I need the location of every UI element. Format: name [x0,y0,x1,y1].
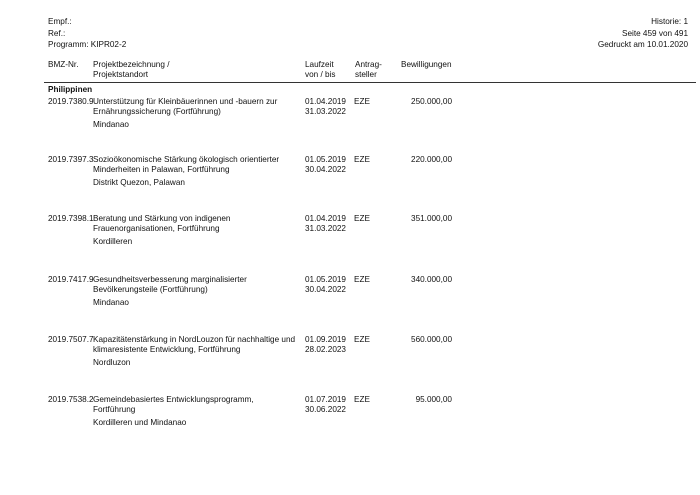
bewilligung-amount: 340.000,00 [411,275,452,284]
laufzeit [305,97,346,118]
bmz-number: 2019.7397.3 [48,155,94,164]
laufzeit-bis: 30.04.2022 [305,165,346,175]
laufzeit-von: 01.04.2019 [305,97,346,106]
laufzeit-von: 01.09.2019 [305,335,346,344]
laufzeit-bis: 31.03.2022 [305,107,346,117]
programm-label: Programm: KIPR02-2 [48,40,127,49]
antragsteller: EZE [354,155,370,164]
bmz-number: 2019.7398.1 [48,214,94,223]
project-title-line: Gesundheitsverbesserung marginalisierter [93,275,247,284]
page-header-right [598,17,688,52]
laufzeit-bis: 30.06.2022 [305,405,346,415]
antragsteller: EZE [354,97,370,106]
project-location: Mindanao [93,120,129,129]
table-row [0,275,700,335]
antragsteller: EZE [354,275,370,284]
bewilligung-amount: 95.000,00 [415,395,452,404]
project-title-line: Bevölkerungsteile (Fortführung) [93,285,208,295]
historie-label: Historie: 1 [651,17,688,26]
bmz-number: 2019.7507.7 [48,335,94,344]
bmz-number: 2019.7538.2 [48,395,94,404]
project-title [93,275,303,296]
col-antrag-line2: steller [355,70,377,79]
page-number: Seite 459 von 491 [621,28,688,38]
project-title-line: Beratung und Stärkung von indigenen [93,214,231,223]
section-country: Philippinen [48,85,93,94]
laufzeit-von: 01.05.2019 [305,275,346,284]
bewilligung-amount: 351.000,00 [411,214,452,223]
bmz-number: 2019.7380.9 [48,97,94,106]
project-title [93,214,303,235]
table-row [0,214,700,274]
col-laufzeit-line1: Laufzeit [305,60,334,69]
col-antrag-line1: Antrag- [355,60,382,69]
project-title [93,395,303,416]
laufzeit [305,395,346,416]
laufzeit-bis: 31.03.2022 [305,224,346,234]
bewilligung-amount: 560.000,00 [411,335,452,344]
project-title [93,97,303,118]
bmz-number: 2019.7417.9 [48,275,94,284]
project-location: Mindanao [93,298,129,307]
project-title-line: Unterstützung für Kleinbäuerinnen und -bauern zur [93,97,278,106]
project-title-line: Fortführung [93,405,136,415]
project-location: Nordluzon [93,358,131,367]
table-row [0,395,700,455]
bewilligung-amount: 250.000,00 [411,97,452,106]
project-title-line: klimaresistente Entwicklung, Fortführung [93,345,241,355]
antragsteller: EZE [354,335,370,344]
project-title [93,155,303,176]
empf-label: Empf.: [48,17,72,26]
bewilligung-amount: 220.000,00 [411,155,452,164]
antragsteller: EZE [354,214,370,223]
header-rule [44,82,696,83]
laufzeit-bis: 30.04.2022 [305,285,346,295]
laufzeit-von: 01.04.2019 [305,214,346,223]
laufzeit-von: 01.05.2019 [305,155,346,164]
col-project-line2: Projektstandort [93,70,149,79]
table-row [0,155,700,215]
page-header-left [48,17,126,52]
col-project-line1: Projektbezeichnung / [93,60,170,69]
col-laufzeit-line2: von / bis [305,70,336,79]
laufzeit [305,275,346,296]
project-title [93,335,303,356]
project-title-line: Gemeindebasiertes Entwicklungsprogramm, [93,395,254,404]
project-location: Kordilleren [93,237,133,246]
project-title-line: Minderheiten in Palawan, Fortführung [93,165,230,175]
project-title-line: Ernährungssicherung (Fortführung) [93,107,221,117]
laufzeit [305,155,346,176]
antragsteller: EZE [354,395,370,404]
col-bewilligungen: Bewilligungen [401,60,452,69]
laufzeit-von: 01.07.2019 [305,395,346,404]
project-title-line: Frauenorganisationen, Fortführung [93,224,220,234]
column-headers [0,60,700,84]
table-row [0,97,700,157]
project-title-line: Sozioökonomische Stärkung ökologisch orientierter [93,155,280,164]
project-title-line: Kapazitätenstärkung in NordLouzon für nachhaltige und [93,335,296,344]
table-row [0,335,700,395]
ref-label: Ref.: [48,28,66,38]
laufzeit-bis: 28.02.2023 [305,345,346,355]
laufzeit [305,335,346,356]
print-date: Gedruckt am 10.01.2020 [597,40,688,49]
project-location: Distrikt Quezon, Palawan [93,178,185,187]
laufzeit [305,214,346,235]
project-location: Kordilleren und Mindanao [93,418,187,427]
col-bmz: BMZ-Nr. [48,60,79,69]
